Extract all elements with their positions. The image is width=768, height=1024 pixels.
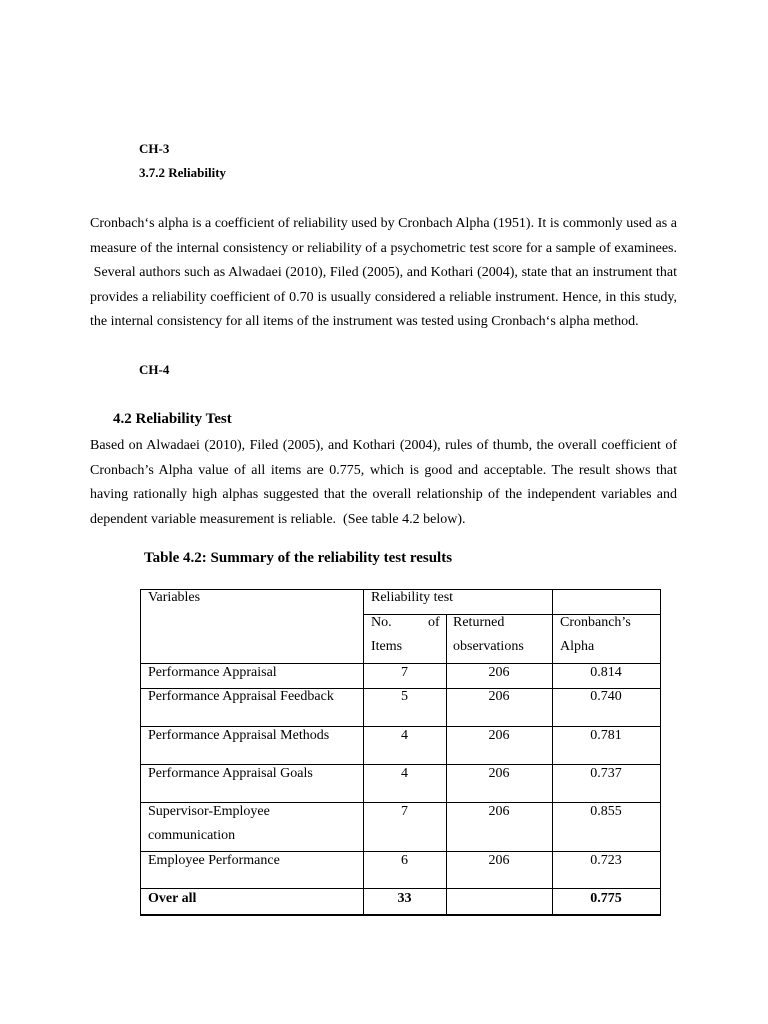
table-border-left	[140, 589, 141, 916]
paragraph-reliability-intro	[90, 212, 677, 335]
paragraph-line: dependent variable measurement is reliable. (See table 4.2 below).	[90, 511, 466, 527]
chapter-label-ch3: CH-3	[139, 141, 170, 156]
table-cell-variable: Performance Appraisal	[148, 665, 277, 680]
row-divider	[140, 888, 661, 889]
paragraph-line: the internal consistency for all items of the instrument was tested using Cronbach‘s alpha method.	[90, 314, 639, 329]
paragraph-line: measure of the internal consistency or reliability of a psychometric test score for a sample of examinees.	[90, 240, 677, 256]
header-alpha-line1: Cronbanch’s	[560, 615, 631, 630]
table-cell-observations: 206	[488, 665, 510, 680]
table-cell-alpha: 0.781	[590, 728, 622, 743]
header-items-line2: Items	[371, 639, 403, 654]
header-alpha-line2: Alpha	[560, 639, 595, 654]
header-items-of: of	[428, 615, 440, 630]
table-cell-alpha: 0.855	[590, 804, 622, 819]
header-variables: Variables	[148, 590, 201, 605]
table-cell-observations: 206	[488, 804, 510, 819]
table-cell-alpha: 0.723	[590, 853, 622, 868]
table-cell-observations: 206	[488, 689, 510, 704]
table-cell-items: 6	[401, 853, 408, 868]
table-cell-alpha: 0.740	[590, 689, 622, 704]
chapter-label-ch4: CH-4	[139, 362, 170, 377]
table-cell-variable: Performance Appraisal Feedback	[148, 689, 334, 704]
table-cell-variable: Supervisor-Employee	[148, 804, 270, 819]
paragraph-reliability-test	[90, 434, 677, 532]
reliability-table	[140, 589, 661, 916]
paragraph-line: having rationally high alphas suggested that the overall relationship of the independent variables and	[90, 487, 677, 502]
table-cell-variable: Performance Appraisal Goals	[148, 766, 313, 781]
table-cell-items: 7	[401, 665, 408, 680]
table-cell-observations: 206	[488, 853, 510, 868]
table-cell-variable-line2: communication	[148, 828, 236, 843]
table-cell-alpha: 0.737	[590, 766, 622, 781]
section-title-4-2: 4.2 Reliability Test	[113, 411, 232, 427]
table-cell-items: 5	[401, 689, 408, 704]
total-label: Over all	[148, 891, 197, 906]
total-alpha: 0.775	[590, 891, 622, 906]
paragraph-line: provides a reliability coefficient of 0.70 is usually considered a reliable instrument. Hence, in this study,	[90, 289, 677, 305]
table-cell-variable: Employee Performance	[148, 853, 280, 868]
table-border-bottom	[140, 914, 661, 916]
table-cell-items: 4	[401, 728, 408, 743]
header-returned-line2: observations	[453, 639, 524, 654]
table-cell-variable: Performance Appraisal Methods	[148, 728, 330, 743]
table-cell-observations: 206	[488, 766, 510, 781]
section-title-3-7-2: 3.7.2 Reliability	[139, 165, 227, 180]
paragraph-line: Several authors such as Alwadaei (2010), Filed (2005), and Kothari (2004), state that an instrument that	[90, 265, 677, 280]
header-returned-line1: Returned	[453, 615, 505, 630]
paragraph-line: Based on Alwadaei (2010), Filed (2005), and Kothari (2004), rules of thumb, the overall coefficient of	[90, 438, 677, 453]
table-cell-items: 4	[401, 766, 408, 781]
paragraph-line: Cronbach‘s alpha is a coefficient of reliability used by Cronbach Alpha (1951). It is commonly used as a	[90, 216, 677, 231]
table-caption: Table 4.2: Summary of the reliability test results	[144, 550, 453, 566]
header-reliability-test: Reliability test	[371, 590, 454, 605]
table-border-right	[660, 589, 661, 916]
header-items-line1: No.	[371, 615, 392, 630]
total-items: 33	[397, 891, 412, 906]
table-cell-items: 7	[401, 804, 408, 819]
table-cell-observations: 206	[488, 728, 510, 743]
paragraph-line: Cronbach’s Alpha value of all items are 0.775, which is good and acceptable. The result shows that	[90, 462, 677, 478]
table-cell-alpha: 0.814	[590, 665, 622, 680]
